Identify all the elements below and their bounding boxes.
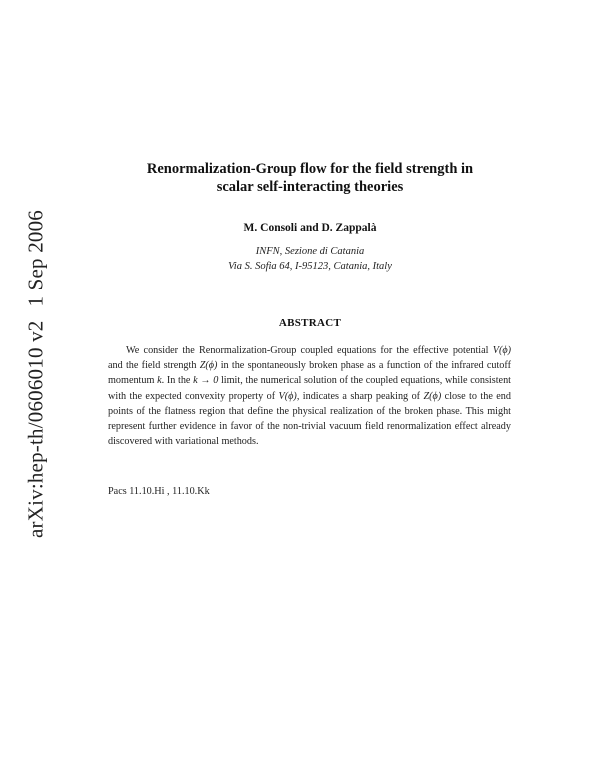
title-line-1: Renormalization-Group flow for the field strength in [146,161,474,177]
math-v-phi-2: V(ϕ) [278,390,297,402]
math-v-phi: V(ϕ) [492,345,511,356]
abstract-text-7: close to the end points of the flatness region that define the physical realization of the broken phase. This might represent further evidence in favor of the non-trivial vacuum field renormalization effect already discovered with variational methods. [108,390,511,448]
pacs-codes: Pacs 11.10.Hi , 11.10.Kk [108,486,210,497]
arxiv-id: arXiv:hep-th/0606010 v2 [23,320,48,538]
abstract-text-6: , indicates a sharp peaking of [296,390,424,402]
affiliation-address: Via S. Sofia 64, I-95123, Catania, Italy [228,261,392,272]
title-line-2: scalar self-interacting theories [216,179,404,195]
affiliation [100,244,520,274]
paper-title [100,160,520,196]
math-k: k [157,375,162,387]
abstract-text-3: in the spontaneously broken phase as a function of the infrared cutoff momentum [108,360,511,387]
math-k-limit: k → 0 [193,375,219,387]
abstract-heading: ABSTRACT [278,317,342,329]
abstract-text-4: . In the [161,375,194,387]
math-z-phi-2: Z(ϕ) [423,390,442,402]
authors: M. Consoli and D. Zappalà [243,222,377,234]
arxiv-identifier-stamp [24,210,49,538]
abstract-text-1: We consider the Renormalization-Group coupled equations for the effective potential [126,345,493,356]
affiliation-institute: INFN, Sezione di Catania [255,246,365,257]
abstract-body [108,343,511,449]
arxiv-date: 1 Sep 2006 [23,210,48,307]
abstract-text-2: and the field strength [108,360,200,372]
math-z-phi: Z(ϕ) [199,360,218,372]
abstract-text-5: limit, the numerical solution of the coupled equations, while consistent with the expected convexity property of [108,375,512,402]
